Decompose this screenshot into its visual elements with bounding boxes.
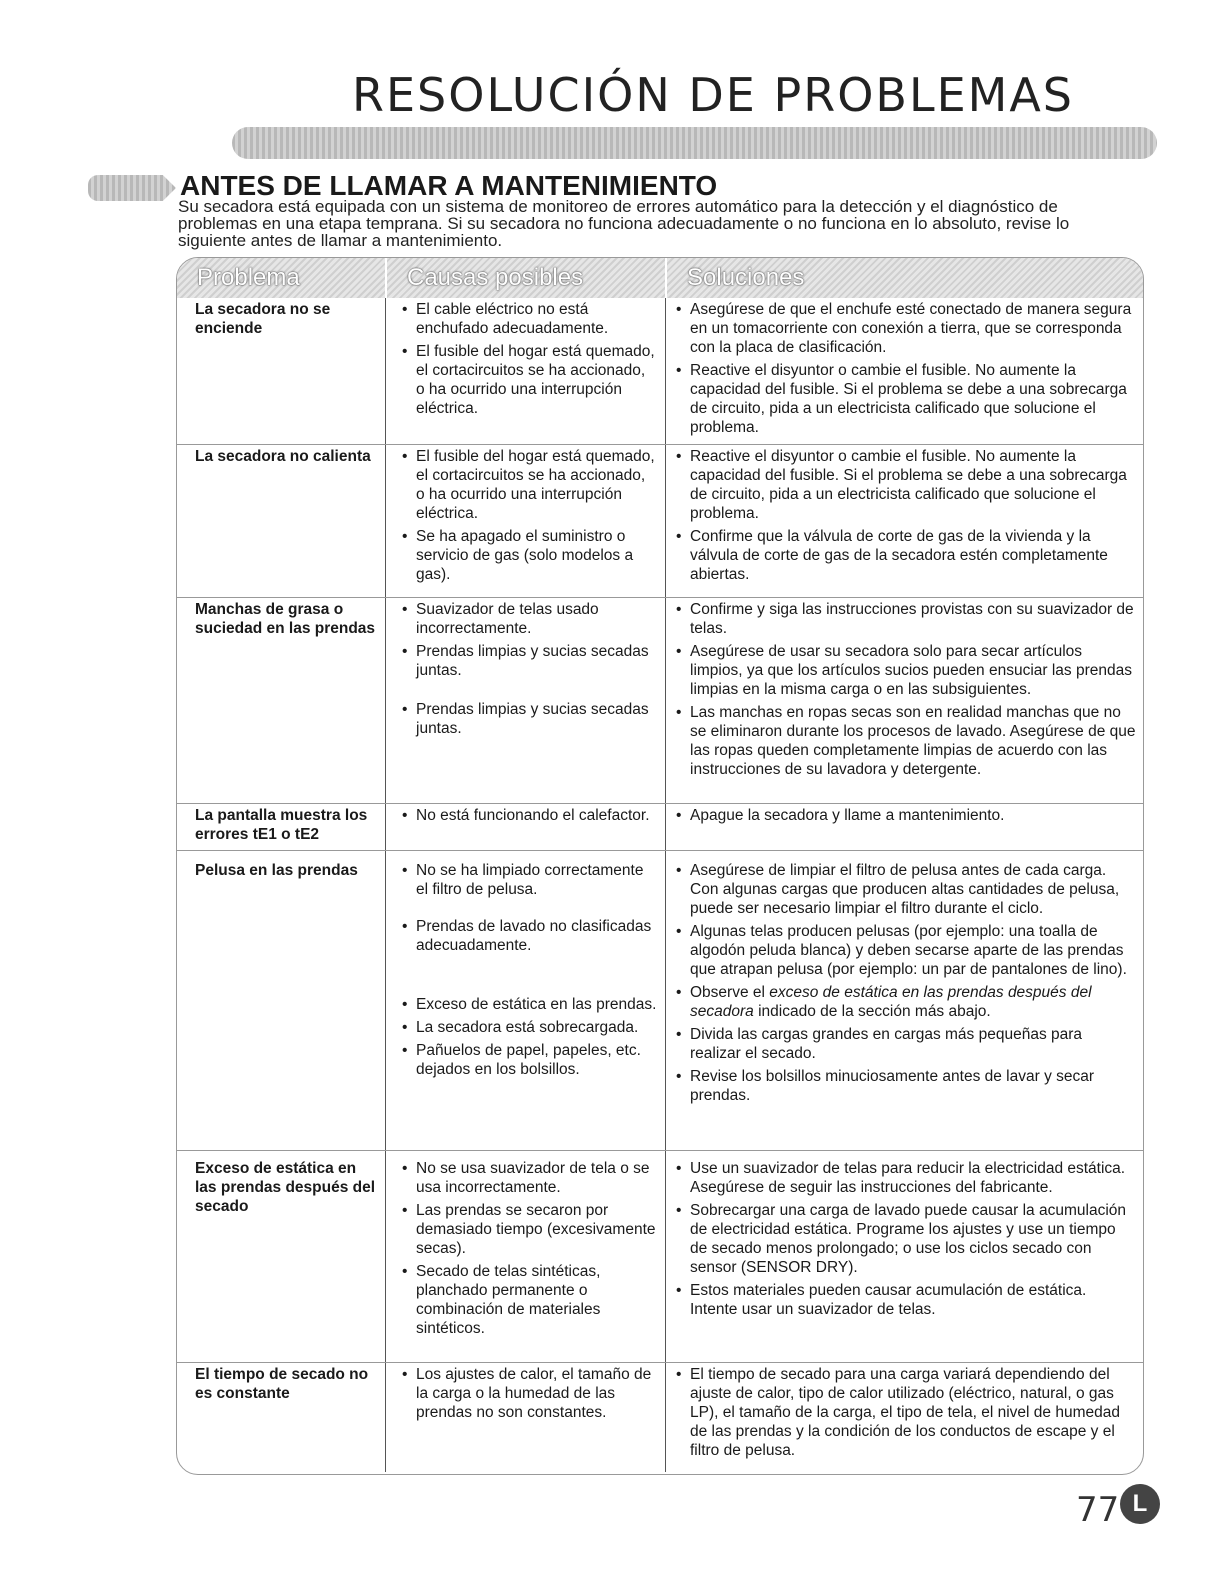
table-row — [177, 444, 1143, 597]
causes-cell — [385, 445, 665, 597]
cause-item: • Pañuelos de papel, papeles, etc. dejados en los bolsillos. — [402, 1041, 657, 1079]
causes-cell — [385, 598, 665, 803]
cause-item: • La secadora está sobrecargada. — [402, 1018, 657, 1037]
section-heading: ANTES DE LLAMAR A MANTENIMIENTO — [180, 170, 718, 201]
solution-italic-ref: exceso de estática en las prendas después del secadora — [690, 984, 1092, 1020]
problem-cell: Exceso de estática en las prendas después del secado — [195, 1160, 376, 1215]
problem-cell: Manchas de grasa o suciedad en las prendas — [195, 601, 376, 637]
cause-item: • Prendas limpias y sucias secadas juntas. — [402, 700, 657, 738]
page-number: 77 — [1076, 1490, 1120, 1530]
troubleshooting-table — [176, 257, 1144, 1475]
solutions-cell — [665, 1151, 1143, 1362]
cause-item: • No se usa suavizador de tela o se usa incorrectamente. — [402, 1159, 657, 1197]
table-header — [177, 258, 1143, 298]
solution-item: • Algunas telas producen pelusas (por ejemplo: una toalla de algodón peluda blanca) y deben secarse aparte de las prendas que atrapan pelusa (por ejemplo: un par de pantalones de lino). — [676, 922, 1137, 979]
table-row — [177, 1150, 1143, 1362]
cause-item: • Exceso de estática en las prendas. — [402, 995, 657, 1014]
solutions-cell — [665, 445, 1143, 597]
problem-cell: Pelusa en las prendas — [195, 862, 358, 879]
cause-item: • Prendas de lavado no clasificadas adecuadamente. — [402, 917, 657, 955]
solution-item: • Las manchas en ropas secas son en realidad manchas que no se eliminaron durante los procesos de lavado. Asegúrese de que las ropas queden completamente limpias de acuerdo con las instrucciones de su lavadora y detergente. — [676, 703, 1137, 779]
solution-item: • El tiempo de secado para una carga variará dependiendo del ajuste de calor, tipo de calor utilizado (eléctrico, natural, o gas LP), el tamaño de la carga, el tipo de tela, el nivel de humedad de las prendas y la condición de los conductos de escape y el filtro de pelusa. — [676, 1365, 1137, 1460]
header-solutions: Soluciones — [665, 258, 1143, 298]
header-causes: Causas posibles — [385, 258, 665, 298]
solution-text: indicado de la sección más abajo. — [758, 1003, 991, 1020]
solutions-cell — [665, 1363, 1143, 1472]
causes-cell — [385, 1363, 665, 1472]
table-row — [177, 1362, 1143, 1472]
intro-paragraph: Su secadora está equipada con un sistema de monitoreo de errores automático para la detección y el diagnóstico de problemas en una etapa temprana. Si su secadora no funciona adecuadamente o no funciona en lo absoluto, revise lo siguiente antes de llamar a mantenimiento. — [178, 197, 1070, 250]
cause-item: • Secado de telas sintéticas, planchado permanente o combinación de materiales sintéticos. — [402, 1262, 657, 1338]
solution-item: • Confirme y siga las instrucciones provistas con su suavizador de telas. — [676, 600, 1137, 638]
table-row — [177, 850, 1143, 1150]
cause-item: • El fusible del hogar está quemado, el cortacircuitos se ha accionado, o ha ocurrido una interrupción eléctrica. — [402, 447, 657, 523]
solution-item: • Divida las cargas grandes en cargas más pequeñas para realizar el secado. — [676, 1025, 1137, 1063]
cause-item: • Los ajustes de calor, el tamaño de la carga o la humedad de las prendas no son constantes. — [402, 1365, 657, 1422]
page-title: RESOLUCIÓN DE PROBLEMAS — [352, 68, 1074, 122]
solution-item: • Revise los bolsillos minuciosamente antes de lavar y secar prendas. — [676, 1067, 1137, 1105]
solution-item: • Apague la secadora y llame a mantenimiento. — [676, 806, 1137, 825]
title-decorative-bar — [232, 127, 1157, 159]
problem-cell: La pantalla muestra los errores tE1 o tE2 — [195, 807, 368, 843]
causes-cell — [385, 851, 665, 1150]
solutions-cell — [665, 851, 1143, 1150]
cause-item: • El fusible del hogar está quemado, el cortacircuitos se ha accionado, o ha ocurrido una interrupción eléctrica. — [402, 342, 657, 418]
problem-cell: El tiempo de secado no es constante — [195, 1366, 369, 1402]
solutions-cell — [665, 298, 1143, 444]
brand-logo-icon: L — [1120, 1484, 1160, 1524]
header-problem: Problema — [197, 264, 300, 291]
solution-item: • Asegúrese de que el enchufe esté conectado de manera segura en un tomacorriente con conexión a tierra, que se corresponda con la placa de clasificación. — [676, 300, 1137, 357]
cause-item: • Suavizador de telas usado incorrectamente. — [402, 600, 657, 638]
cause-item: • No está funcionando el calefactor. — [402, 806, 657, 825]
solution-item: • Asegúrese de usar su secadora solo para secar artículos limpios, ya que los artículos sucios pueden ensuciar las prendas limpias en la misma carga o en las subsiguientes. — [676, 642, 1137, 699]
solution-item: • Reactive el disyuntor o cambie el fusible. No aumente la capacidad del fusible. Si el problema se debe a una sobrecarga de circuito, pida a un electricista calificado que solucione el problema. — [676, 447, 1137, 523]
solution-item: • Sobrecargar una carga de lavado puede causar la acumulación de electricidad estática. Programe los ajustes y use un tiempo de secado menos prolongado; o use los ciclos secado con sensor (SENSOR DRY). — [676, 1201, 1137, 1277]
solution-item: • Estos materiales pueden causar acumulación de estática. Intente usar un suavizador de telas. — [676, 1281, 1137, 1319]
cause-item: • Las prendas se secaron por demasiado tiempo (excesivamente secas). — [402, 1201, 657, 1258]
table-row — [177, 298, 1143, 444]
section-arrow-icon — [88, 175, 176, 201]
table-row — [177, 803, 1143, 850]
solutions-cell — [665, 598, 1143, 803]
solution-item: • Use un suavizador de telas para reducir la electricidad estática. Asegúrese de seguir las instrucciones del fabricante. — [676, 1159, 1137, 1197]
solution-text: Observe el — [690, 984, 765, 1001]
causes-cell — [385, 804, 665, 850]
solution-item: • Reactive el disyuntor o cambie el fusible. No aumente la capacidad del fusible. Si el problema se debe a una sobrecarga de circuito, pida a un electricista calificado que solucione el problema. — [676, 361, 1137, 437]
cause-item: • Se ha apagado el suministro o servicio de gas (solo modelos a gas). — [402, 527, 657, 584]
cause-item: • Prendas limpias y sucias secadas juntas. — [402, 642, 657, 680]
problem-cell: La secadora no calienta — [195, 448, 371, 465]
causes-cell — [385, 298, 665, 444]
causes-cell — [385, 1151, 665, 1362]
problem-cell: La secadora no se enciende — [195, 301, 331, 337]
solutions-cell — [665, 804, 1143, 850]
table-row — [177, 597, 1143, 803]
solution-item: • Asegúrese de limpiar el filtro de pelusa antes de cada carga. Con algunas cargas que producen altas cantidades de pelusa, puede ser necesario limpiar el filtro durante el ciclo. — [676, 861, 1137, 918]
solution-item: • Confirme que la válvula de corte de gas de la vivienda y la válvula de corte de gas de la secadora estén completamente abiertas. — [676, 527, 1137, 584]
cause-item: • No se ha limpiado correctamente el filtro de pelusa. — [402, 861, 657, 899]
cause-item: • El cable eléctrico no está enchufado adecuadamente. — [402, 300, 657, 338]
solution-item — [676, 983, 1137, 1021]
